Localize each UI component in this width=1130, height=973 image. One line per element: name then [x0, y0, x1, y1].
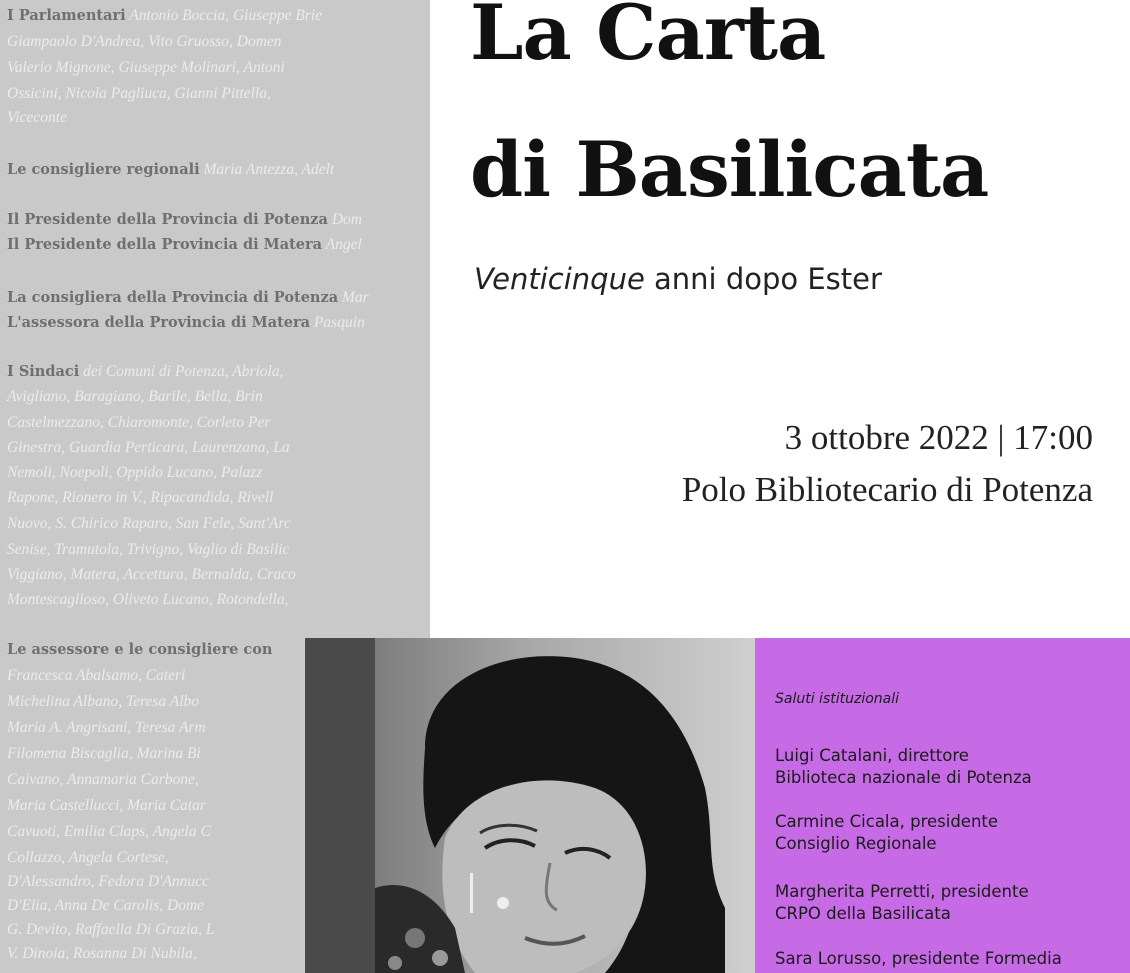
program-entry	[775, 881, 1029, 925]
document-line-text: Francesca Abalsamo, Cateri	[7, 667, 186, 684]
document-line	[7, 920, 215, 940]
document-line	[7, 692, 199, 712]
document-line-text: Viggiano, Matera, Accettura, Bernalda, Craco	[7, 566, 296, 583]
document-line	[7, 744, 201, 764]
document-line-text: Mar	[338, 289, 369, 306]
document-line-text: Pasquin	[310, 314, 365, 331]
document-line-text: dei Comuni di Potenza, Abriola,	[79, 363, 284, 380]
document-line-text: Angel	[322, 236, 362, 253]
program-entry	[775, 948, 1062, 970]
document-line-label: Le consigliere regionali	[7, 161, 200, 178]
document-line	[7, 514, 291, 534]
document-line-text: Rapone, Rionero in V., Ripacandida, Rivell	[7, 489, 274, 506]
title-line-2: di Basilicata	[470, 125, 989, 214]
program-section-title: Saluti istituzionali	[775, 691, 900, 707]
document-line-text: Antonio Boccia, Giuseppe Brie	[125, 7, 323, 24]
document-line-text: Castelmezzano, Chiaromonte, Corleto Per	[7, 414, 271, 431]
document-line-text: Viceconte	[7, 109, 67, 126]
document-line	[7, 944, 197, 964]
document-line-text: Avigliano, Baragiano, Barile, Bella, Brin	[7, 388, 263, 405]
document-line	[7, 108, 67, 128]
document-line-text: Michelina Albano, Teresa Albo	[7, 693, 200, 710]
document-line-label: I Sindaci	[7, 363, 80, 380]
document-line	[7, 666, 185, 686]
document-line-text: Ossicini, Nicola Pagliuca, Gianni Pittella,	[7, 85, 271, 102]
document-line	[7, 288, 369, 308]
document-line-label: I Parlamentari	[7, 7, 126, 24]
document-line-text: Maria Antezza, Adelt	[199, 161, 335, 178]
document-line-label: Il Presidente della Provincia di Matera	[7, 236, 323, 253]
document-line-text: Nuovo, S. Chirico Raparo, San Fele, Sant'Arc	[7, 515, 291, 532]
document-line	[7, 488, 273, 508]
event-venue: Polo Bibliotecario di Potenza	[681, 470, 1093, 509]
document-line-text: Maria Castellucci, Maria Catar	[7, 797, 206, 814]
document-line-text: Filomena Biscaglia, Marina Bi	[7, 745, 201, 762]
program-entry-role: Biblioteca nazionale di Potenza	[775, 768, 1032, 787]
document-line	[7, 896, 204, 916]
document-line	[7, 718, 206, 738]
portrait-photo	[305, 638, 755, 973]
program-entry-name: Carmine Cicala, presidente	[775, 812, 999, 831]
document-line	[7, 6, 322, 26]
program-entry	[775, 745, 1032, 789]
document-line-text: Nemoli, Noepoli, Oppido Lucano, Palazz	[7, 464, 263, 481]
document-line-text: Maria A. Angrisani, Teresa Arm	[7, 719, 206, 736]
subtitle	[474, 262, 882, 296]
document-line-text: Caivano, Annamaria Carbone,	[7, 771, 199, 788]
document-line	[7, 872, 209, 892]
document-line-text: Senise, Tramutola, Trivigno, Vaglio di Basilic	[7, 541, 290, 558]
subtitle-italic: Venticinque	[474, 262, 645, 296]
document-line-text: Montescaglioso, Oliveto Lucano, Rotondella,	[7, 591, 289, 608]
document-line	[7, 84, 271, 104]
program-panel	[755, 638, 1130, 973]
document-line	[7, 32, 282, 52]
document-line	[7, 313, 365, 333]
document-line-text: Valerio Mignone, Giuseppe Molinari, Antoni	[7, 59, 285, 76]
document-line	[7, 413, 270, 433]
document-line-text: D'Alessandro, Fedora D'Annucc	[7, 873, 209, 890]
document-line	[7, 822, 211, 842]
document-line-label: La consigliera della Provincia di Potenza	[7, 289, 339, 306]
document-line-text: Cavuoti, Emilia Claps, Angela C	[7, 823, 211, 840]
program-entry-role: Consiglio Regionale	[775, 834, 937, 853]
document-line	[7, 540, 289, 560]
program-entry-name: Luigi Catalani, direttore	[775, 746, 969, 765]
document-line-text: G. Devito, Raffaella Di Grazia, L	[7, 921, 215, 938]
document-line	[7, 463, 262, 483]
document-line-label: Le assessore e le consigliere con	[7, 641, 273, 658]
document-line-label: L'assessora della Provincia di Matera	[7, 314, 311, 331]
document-line	[7, 160, 334, 180]
document-line-text: Collazzo, Angela Cortese,	[7, 849, 169, 866]
document-line	[7, 796, 206, 816]
program-entry-name: Margherita Perretti, presidente	[775, 882, 1029, 901]
event-datetime: 3 ottobre 2022 | 17:00	[784, 418, 1093, 457]
portrait-illustration	[305, 638, 755, 973]
document-line-text: Giampaolo D'Andrea, Vito Gruosso, Domen	[7, 33, 282, 50]
document-line	[7, 590, 289, 610]
document-line	[7, 438, 290, 458]
document-line	[7, 58, 285, 78]
document-line-label: Il Presidente della Provincia di Potenza	[7, 211, 328, 228]
document-line	[7, 770, 199, 790]
document-line	[7, 565, 296, 585]
document-line-text: V. Dinoia, Rosanna Di Nubila,	[7, 945, 197, 962]
document-line	[7, 362, 283, 382]
document-line	[7, 848, 169, 868]
document-line	[7, 387, 263, 407]
program-entry	[775, 811, 998, 855]
title-line-1: La Carta	[470, 0, 826, 77]
document-line	[7, 210, 362, 230]
program-entry-name: Sara Lorusso, presidente Formedia	[775, 949, 1062, 968]
document-line-text: Ginestra, Guardia Perticara, Laurenzana, La	[7, 439, 290, 456]
program-entry-role: CRPO della Basilicata	[775, 904, 951, 923]
document-line	[7, 235, 362, 255]
document-line	[7, 640, 272, 660]
subtitle-rest: anni dopo Ester	[644, 262, 882, 296]
document-line-text: D'Elia, Anna De Carolis, Dome	[7, 897, 205, 914]
document-line-text: Dom	[327, 211, 362, 228]
